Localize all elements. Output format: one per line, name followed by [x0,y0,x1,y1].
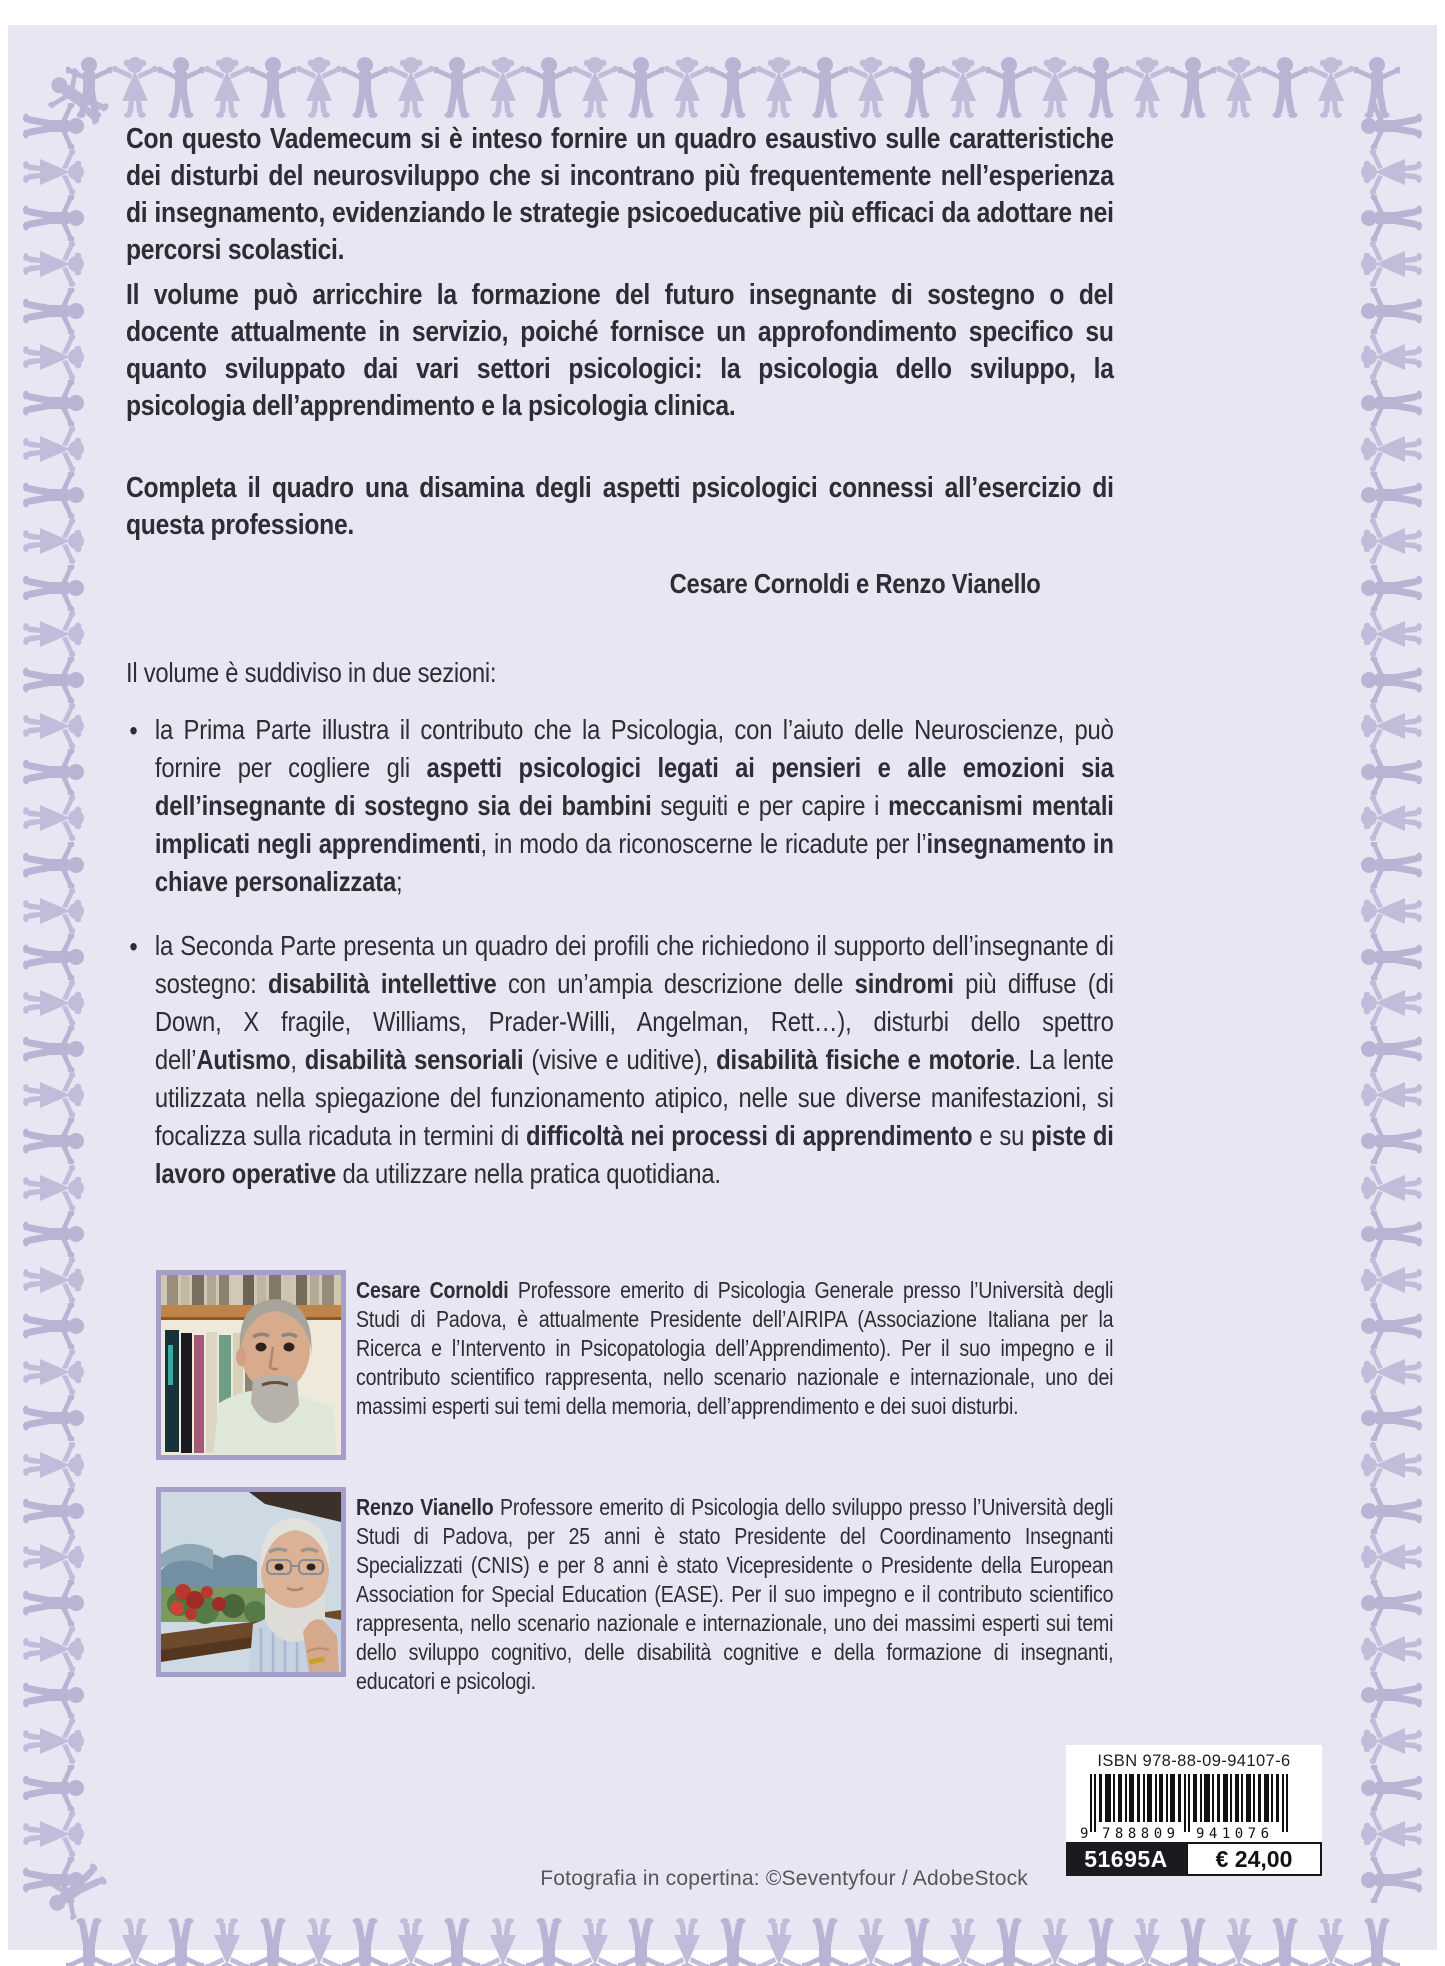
paper-doll-border-top [66,55,1379,123]
paper-doll-figure [18,842,86,888]
paper-doll-figure [940,55,986,123]
paper-doll-figure [1359,1303,1427,1349]
paper-doll-figure [1359,288,1427,334]
paper-doll-figure [710,55,756,123]
paper-doll-figure [1078,1913,1124,1966]
paper-doll-figure [1359,749,1427,795]
paper-doll-figure [1359,1118,1427,1164]
intro-paragraph-1: Con questo Vademecum si è inteso fornire un quadro esaustivo sulle caratteristiche dei disturbi del neurosviluppo che si incontrano più frequentemente nell’esperienza di insegnamento, evidenziando le strategie psicoeducative più efficaci da adottare nei percorsi scolastici. [126,123,1114,266]
paper-doll-figure [1359,149,1427,195]
paper-doll-figure [1359,842,1427,888]
paper-doll-figure [1359,1395,1427,1441]
paper-doll-figure [1359,1026,1427,1072]
author-block-cornoldi [156,1270,1114,1460]
paper-doll-figure [18,1626,86,1672]
paper-doll-figure [894,55,940,123]
isbn-price-box [1066,1745,1322,1876]
paper-doll-figure [1359,703,1427,749]
intro-paragraph-3: Completa il quadro una disamina degli aspetti psicologici connessi all’esercizio di questa professione. [126,472,1114,541]
paper-doll-figure [1359,657,1427,703]
paper-doll-border-bottom [66,1913,1379,1966]
barcode-digits-group2: 941076 [1196,1826,1274,1840]
paper-doll-figure [204,1913,250,1966]
paper-doll-figure [1359,1442,1427,1488]
paper-doll-figure [18,1211,86,1257]
bullet-marker: • [129,715,138,746]
paper-doll-figure [18,195,86,241]
paper-doll-figure [1359,195,1427,241]
paper-doll-figure [1078,55,1124,123]
paper-doll-figure [1359,795,1427,841]
paper-doll-figure [18,1442,86,1488]
paper-doll-figure [18,334,86,380]
paper-doll-figure [388,55,434,123]
paper-doll-figure [18,1395,86,1441]
paper-doll-figure [848,55,894,123]
paper-doll-figure [986,1913,1032,1966]
bullet-marker: • [129,931,138,962]
paper-doll-figure [18,1303,86,1349]
edition-code-badge: 51695A [1066,1842,1186,1876]
paper-doll-figure [1359,1718,1427,1764]
paper-doll-figure [1308,1913,1354,1966]
vianello-bio: Renzo Vianello Professore emerito di Psicologia dello sviluppo presso l’Università degli Studi di Padova, per 25 anni è stato Presidente del Coordinamento Insegnanti Specializzati (CNIS) e per 8 anni è stato Vicepresidente o Presidente della European Association for Special Education (EASE). Per il suo impegno e il contributo scientifico rappresenta, nello scenario nazionale e internazionale, uno dei massimi esperti sui temi dello sviluppo cognitivo, delle disabilità cognitive e della formazione di insegnanti, educatori e psicologi. [356,1494,1114,1694]
paper-doll-figure [18,1026,86,1072]
paper-doll-figure [18,565,86,611]
paper-doll-figure [18,472,86,518]
paper-doll-figure [158,55,204,123]
paper-doll-figure [1032,1913,1078,1966]
paper-doll-figure [1359,334,1427,380]
paper-doll-figure [894,1913,940,1966]
paper-doll-figure [710,1913,756,1966]
paper-doll-figure [18,1349,86,1395]
paper-doll-figure [756,55,802,123]
paper-doll-figure [18,1765,86,1811]
paper-doll-figure [986,55,1032,123]
paper-doll-figure [1359,103,1427,149]
paper-doll-figure [1308,55,1354,123]
paper-doll-figure [756,1913,802,1966]
paper-doll-figure [112,1913,158,1966]
cornoldi-bio: Cesare Cornoldi Professore emerito di Psicologia Generale presso l’Università degli Studi di Padova, è attualmente Presidente dell’AIRIPA (Associazione Italiana per la Ricerca e l’Intervento in Psicopatologia dell’Apprendimento). Per il suo impegno e il contributo scientifico rappresenta, nello scenario nazionale e internazionale, uno dei massimi esperti sui temi della memoria, dell’apprendimento e dei suoi disturbi. [356,1277,1114,1419]
paper-doll-figure [434,55,480,123]
paper-doll-figure [250,55,296,123]
paper-doll-figure [1359,1857,1427,1903]
paper-doll-figure [618,1913,664,1966]
bullet-prima-parte [126,711,1114,901]
vianello-portrait-photo [156,1487,346,1677]
paper-doll-figure [18,1672,86,1718]
paper-doll-figure [1170,55,1216,123]
paper-doll-figure [18,288,86,334]
paper-doll-figure [1359,980,1427,1026]
paper-doll-figure [1359,1072,1427,1118]
paper-doll-figure [18,426,86,472]
paper-doll-figure [526,55,572,123]
paper-doll-figure [1359,380,1427,426]
paper-doll-figure [1359,472,1427,518]
paper-doll-figure [1124,55,1170,123]
paper-doll-figure [1262,55,1308,123]
bullet-seconda-parte [126,927,1114,1193]
paper-doll-figure [434,1913,480,1966]
paper-doll-figure [1359,1488,1427,1534]
barcode-digit-lead: 9 [1080,1826,1089,1840]
paper-doll-figure [296,55,342,123]
paper-doll-figure [1359,565,1427,611]
paper-doll-figure [1359,1534,1427,1580]
cornoldi-portrait-photo [156,1270,346,1460]
paper-doll-figure [664,1913,710,1966]
price-row [1066,1842,1322,1876]
paper-doll-figure [18,980,86,1026]
paper-doll-figure [18,1118,86,1164]
paper-doll-figure [1359,888,1427,934]
paper-doll-figure [1354,1913,1400,1966]
paper-doll-figure [480,1913,526,1966]
paper-doll-figure [18,1257,86,1303]
paper-doll-figure [18,1165,86,1211]
authors-signature: Cesare Cornoldi e Renzo Vianello [669,568,1041,599]
barcode-digits-group1: 788809 [1102,1826,1180,1840]
paper-doll-figure [1032,55,1078,123]
paper-doll-figure [342,1913,388,1966]
ean13-barcode [1080,1774,1308,1840]
isbn-label: ISBN 978-88-09-94107-6 [1097,1752,1291,1770]
paper-doll-figure [388,1913,434,1966]
paper-doll-figure [1359,1672,1427,1718]
paper-doll-figure [1359,611,1427,657]
paper-doll-figure [66,1913,112,1966]
paper-doll-figure [18,795,86,841]
paper-doll-figure [18,380,86,426]
paper-doll-figure [1359,934,1427,980]
bullet-text: la Seconda Parte presenta un quadro dei profili che richiedono il supporto dell’insegnante di sostegno: disabilità intellettive con un’ampia descrizione delle sindromi più diffuse (di Down, X fragile, Williams, Prader-Willi, Angelman, Rett…), disturbi dello spettro dell’Autismo, disabilità sensoriali (visive e uditive), disabilità fisiche e motorie. La lente utilizzata nella spiegazione del funzionamento atipico, nelle sue diverse manifestazioni, si focalizza sulla ricaduta in termini di difficoltà nei processi di apprendimento e su piste di lavoro operative da utilizzare nella pratica quotidiana. [154,930,1114,1189]
paper-doll-border-left [18,103,86,1903]
paper-doll-figure [18,1718,86,1764]
paper-doll-figure [204,55,250,123]
paper-doll-figure [1359,426,1427,472]
paper-doll-figure [1262,1913,1308,1966]
paper-doll-figure [848,1913,894,1966]
paper-doll-figure [18,1488,86,1534]
price-label: € 24,00 [1186,1842,1322,1876]
paper-doll-figure [18,1580,86,1626]
paper-doll-figure [480,55,526,123]
paper-doll-figure [158,1913,204,1966]
paper-doll-figure [526,1913,572,1966]
paper-doll-figure [18,611,86,657]
paper-doll-figure [572,55,618,123]
paper-doll-figure [250,1913,296,1966]
paper-doll-figure [18,241,86,287]
paper-doll-figure [18,1072,86,1118]
paper-doll-figure [1170,1913,1216,1966]
paper-doll-figure [18,518,86,564]
paper-doll-figure [18,1534,86,1580]
paper-doll-figure [1359,1580,1427,1626]
paper-doll-figure [18,149,86,195]
paper-doll-figure [572,1913,618,1966]
paper-doll-figure [1124,1913,1170,1966]
paper-doll-figure [112,55,158,123]
paper-doll-figure [664,55,710,123]
author-block-vianello [156,1487,1114,1694]
cover-panel [8,25,1437,1950]
paper-doll-figure [18,888,86,934]
bullet-text: la Prima Parte illustra il contributo che la Psicologia, con l’aiuto delle Neuroscienze, può fornire per cogliere gli aspetti psicologici legati ai pensieri e alle emozioni sia dell’insegnante di sostegno sia dei bambini seguiti e per capire i meccanismi mentali implicati negli apprendimenti, in modo da riconoscerne le ricadute per l’insegnamento in chiave personalizzata; [154,714,1114,897]
paper-doll-figure [1359,1211,1427,1257]
paper-doll-figure [1359,1765,1427,1811]
intro-paragraph-2: Il volume può arricchire la formazione del futuro insegnante di sostegno o del docente attualmente in servizio, poiché fornisce un approfondimento specifico su quanto sviluppato dai vari settori psicologici: la psicologia dello sviluppo, la psicologia dell’apprendimento e la psicologia clinica. [126,279,1114,422]
paper-doll-figure [18,703,86,749]
paper-doll-figure [1216,55,1262,123]
paper-doll-figure [342,55,388,123]
cover-photo-credit: Fotografia in copertina: ©Seventyfour / AdobeStock [540,1867,1028,1890]
paper-doll-figure [940,1913,986,1966]
paper-doll-figure [1216,1913,1262,1966]
paper-doll-figure [18,657,86,703]
paper-doll-figure [1359,1349,1427,1395]
paper-doll-figure [18,1811,86,1857]
sections-lead: Il volume è suddiviso in due sezioni: [126,657,497,688]
paper-doll-figure [18,749,86,795]
paper-doll-figure [802,55,848,123]
paper-doll-figure [1359,1165,1427,1211]
paper-doll-figure [296,1913,342,1966]
paper-doll-figure [1359,241,1427,287]
paper-doll-figure [1359,1257,1427,1303]
paper-doll-figure [1359,1626,1427,1672]
paper-doll-figure [1359,1811,1427,1857]
paper-doll-figure [18,934,86,980]
paper-doll-figure [802,1913,848,1966]
paper-doll-border-right [1359,103,1427,1903]
paper-doll-figure [1359,518,1427,564]
paper-doll-figure [618,55,664,123]
